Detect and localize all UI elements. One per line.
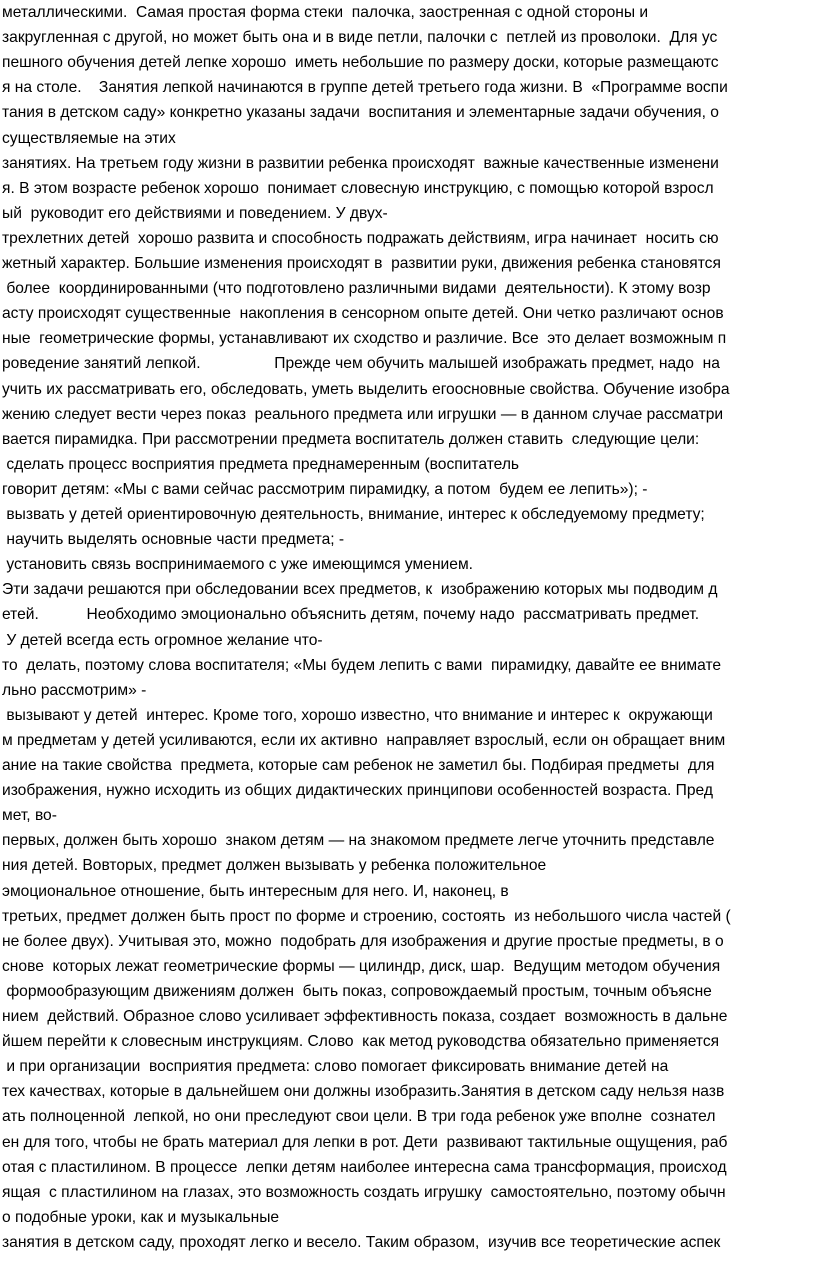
text-line: льно рассмотрим» - — [2, 681, 147, 699]
text-line: не более двух). Учитывая это, можно подобрать для изображения и другие простые предметы, в о — [2, 932, 724, 950]
text-line: и при организации восприятия предмета: слово помогает фиксировать внимание детей на — [2, 1058, 669, 1076]
text-line: тания в детском саду» конкретно указаны задачи воспитания и элементарные задачи обучения, о — [2, 104, 719, 122]
text-line: вызывают у детей интерес. Кроме того, хорошо известно, что внимание и интерес к окружающи — [2, 706, 713, 724]
text-line: ен для того, чтобы не брать материал для лепки в рот. Дети развивают тактильные ощущения, раб — [2, 1133, 728, 1151]
text-line: более координированными (что подготовлено различными видами деятельности). К этому возр — [2, 280, 711, 298]
text-line: третьих, предмет должен быть прост по форме и строению, состоять из небольшого числа частей ( — [2, 907, 731, 925]
text-line: ные геометрические формы, устанавливают их сходство и различие. Все это делает возможным п — [2, 330, 727, 348]
text-line: жетный характер. Большие изменения происходят в развитии руки, движения ребенка становятся — [2, 255, 721, 272]
text-line: металлическими. Самая простая форма стеки палочка, заостренная с одной стороны и — [2, 4, 649, 21]
text-line: ать полноценной лепкой, но они преследуют свои цели. В три года ребенок уже вполне сознател — [2, 1108, 716, 1126]
text-line: жению следует вести через показ реального предмета или игрушки — в данном случае рассматри — [2, 405, 724, 423]
text-line: У детей всегда есть огромное желание что- — [2, 631, 323, 649]
text-line: пешного обучения детей лепке хорошо иметь небольшие по размеру доски, которые размещаютс — [2, 54, 719, 72]
text-line: етей. Необходимо эмоционально объяснить детям, почему надо рассматривать предмет. — [2, 606, 700, 624]
text-line: занятия в детском саду, проходят легко и весело. Таким образом, изучив все теоретические аспек — [2, 1233, 721, 1251]
text-line: я на столе. Занятия лепкой начинаются в группе детей третьего года жизни. В «Программе воспи — [2, 79, 728, 97]
text-line: о подобные уроки, как и музыкальные — [2, 1208, 280, 1226]
text-line: то делать, поэтому слова воспитателя; «Мы будем лепить с вами пирамидку, давайте ее внимате — [2, 656, 722, 674]
text-line: ый руководит его действиями и поведением. У двух- — [2, 204, 388, 222]
text-line: занятиях. На третьем году жизни в развитии ребенка происходят важные качественные изменени — [2, 154, 719, 172]
text-line: ния детей. Вовторых, предмет должен вызывать у ребенка положительное — [2, 857, 547, 875]
text-line: научить выделять основные части предмета; - — [2, 531, 345, 549]
text-line: учить их рассматривать его, обследовать, уметь выделить егоосновные свойства. Обучение изобра — [2, 380, 730, 398]
text-line: м предметам у детей усиливаются, если их активно направляет взрослый, если он обращает вним — [2, 731, 726, 749]
text-line: отая с пластилином. В процессе лепки детям наиболее интересна сама трансформация, происход — [2, 1158, 727, 1176]
text-line: вается пирамидка. При рассмотрении предмета воспитатель должен ставить следующие цели: — [2, 430, 700, 448]
text-line: йшем перейти к словесным инструкциям. Слово как метод руководства обязательно применяется — [2, 1033, 720, 1051]
text-line: асту происходят существенные накопления в сенсорном опыте детей. Они четко различают основ — [2, 305, 724, 323]
text-line: изображения, нужно исходить из общих дидактических принципови особенностей возраста. Пред — [2, 782, 713, 800]
text-line: Эти задачи решаются при обследовании всех предметов, к изображению которых мы подводим д — [2, 581, 718, 599]
text-line: сделать процесс восприятия предмета преднамеренным (воспитатель — [2, 455, 520, 473]
text-line: существляемые на этих — [2, 129, 176, 147]
text-line: снове которых лежат геометрические формы — цилиндр, диск, шар. Ведущим методом обучения — [2, 957, 721, 975]
text-line: закругленная с другой, но может быть она и в виде петли, палочки с петлей из проволоки. Для ус — [2, 29, 718, 47]
text-line: говорит детям: «Мы с вами сейчас рассмотрим пирамидку, а потом будем ее лепить»); - — [2, 480, 648, 498]
text-line: нием действий. Образное слово усиливает эффективность показа, создает возможность в дальне — [2, 1008, 728, 1025]
text-line: ящая с пластилином на глазах, это возможность создать игрушку самостоятельно, поэтому обычн — [2, 1183, 726, 1201]
text-line: формообразующим движениям должен быть показ, сопровождаемый простым, точным объясне — [2, 982, 712, 1000]
text-line: первых, должен быть хорошо знаком детям — на знакомом предмете легче уточнить представле — [2, 832, 715, 850]
text-line: вызвать у детей ориентировочную деятельность, внимание, интерес к обследуемому предмету; — [2, 506, 705, 523]
text-line: эмоциональное отношение, быть интересным для него. И, наконец, в — [2, 882, 509, 900]
text-line: трехлетних детей хорошо развита и способность подражать действиям, игра начинает носить сю — [2, 229, 719, 247]
text-line: роведение занятий лепкой. Прежде чем обучить малышей изображать предмет, надо на — [2, 355, 720, 373]
text-line: мет, во- — [2, 807, 57, 825]
text-line: установить связь воспринимаемого с уже имеющимся умением. — [2, 556, 473, 574]
text-line: тех качествах, которые в дальнейшем они должны изобразить.Занятия в детском саду нельзя назв — [2, 1083, 725, 1101]
text-line: я. В этом возрасте ребенок хорошо понимает словесную инструкцию, с помощью которой взросл — [2, 179, 714, 197]
text-line: ание на такие свойства предмета, которые сам ребенок не заметил бы. Подбирая предметы для — [2, 757, 715, 774]
